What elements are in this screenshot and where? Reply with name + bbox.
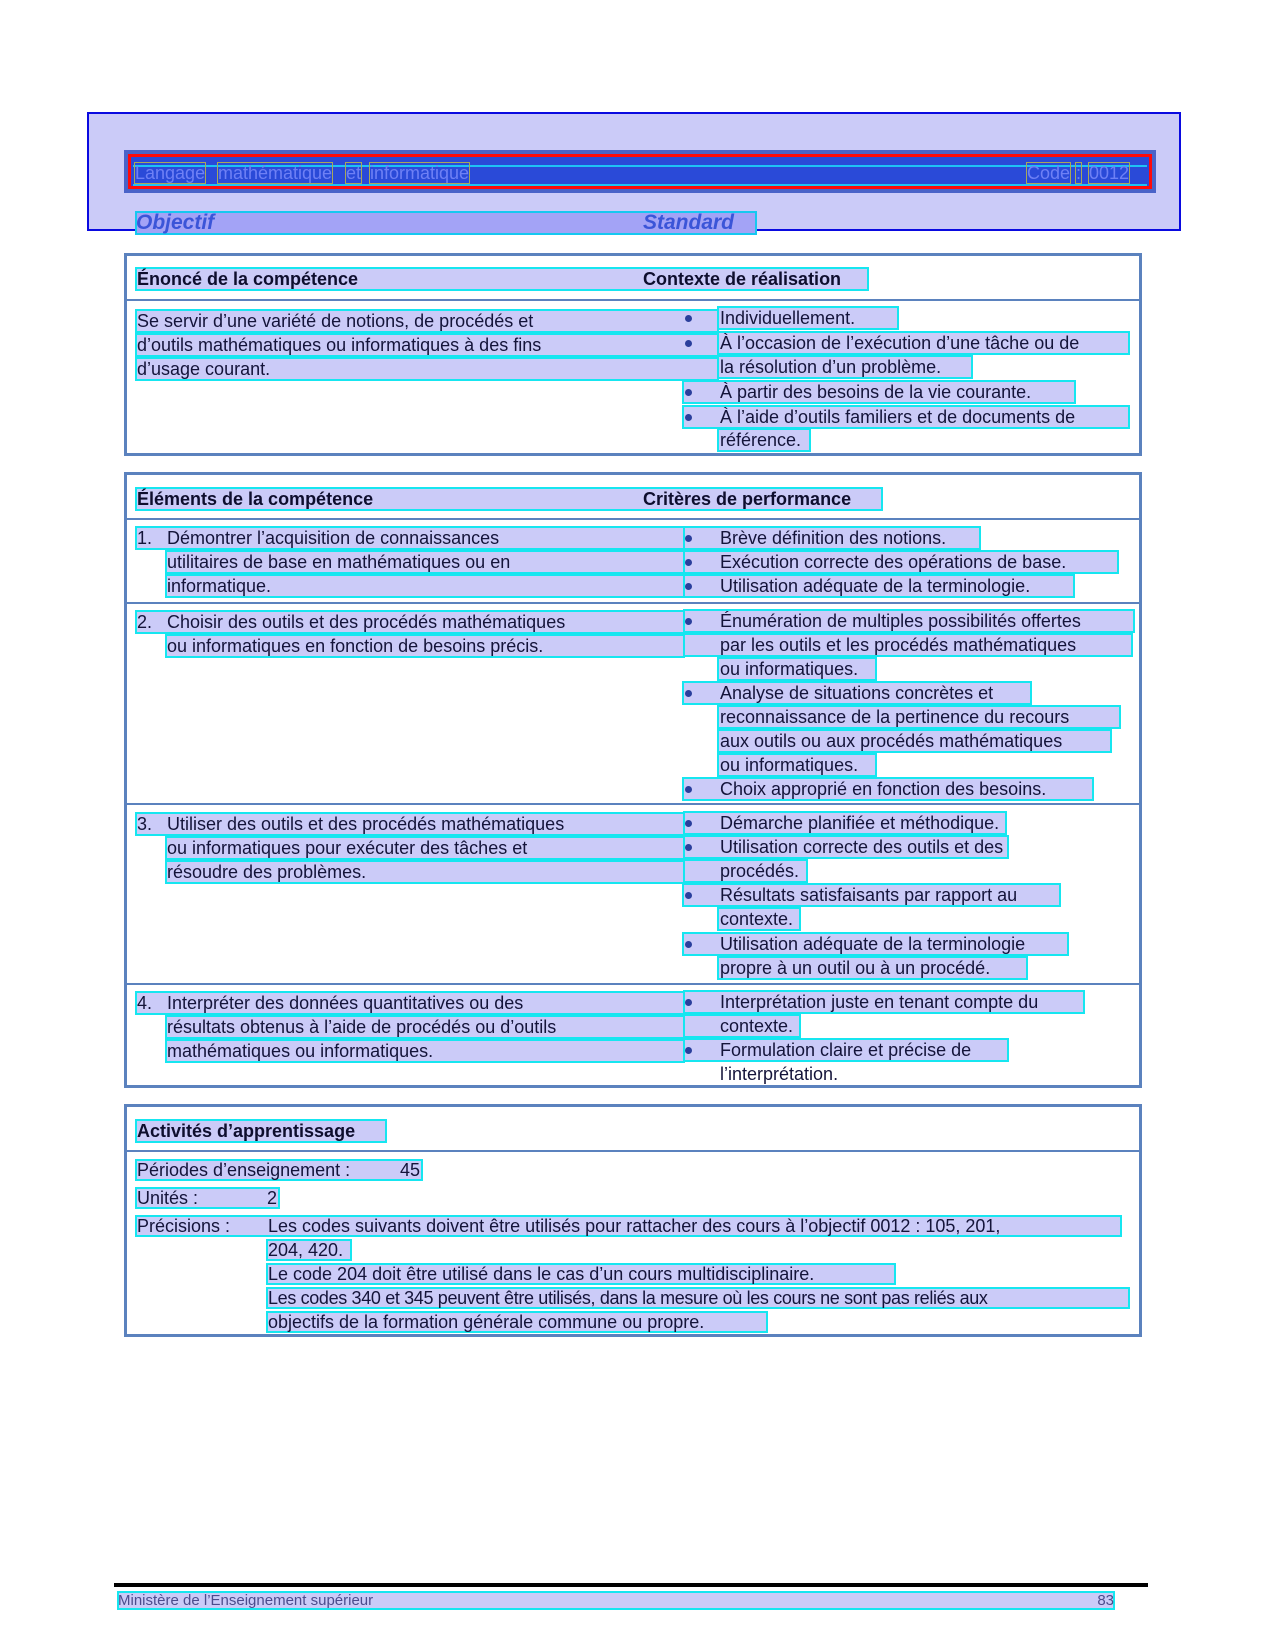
criterion-continued: reconnaissance de la pertinence du recours [720,707,1070,727]
standard-label: Standard [643,211,735,234]
element-line: mathématiques ou informatiques. [167,1041,434,1061]
criterion: Formulation claire et précise de [720,1040,972,1060]
context-item-continued: la résolution d’un problème. [720,357,942,377]
precisions-line: Le code 204 doit être utilisé dans le cas d’un cours multidisciplinaire. [268,1264,815,1284]
criterion-continued: propre à un outil ou à un procédé. [720,958,991,978]
title-word: informatique [370,163,470,183]
criterion: Analyse de situations concrètes et [720,683,994,703]
activites-header-row [127,1107,1139,1152]
criterion: Choix approprié en fonction des besoins. [720,779,1047,799]
criterion: Interprétation juste en tenant compte du [720,992,1039,1012]
bullet-icon [685,786,692,793]
element-line: utilitaires de base en mathématiques ou en [167,552,511,572]
element-line: Utiliser des outils et des procédés mathématiques [167,814,565,834]
objective-title-bar [124,150,1156,193]
element-line: ou informatiques en fonction de besoins précis. [167,636,544,656]
bullet-icon [685,690,692,697]
criterion-continued: aux outils ou aux procédés mathématiques [720,731,1063,751]
periodes-label: Périodes d’enseignement : [137,1160,351,1180]
element-line: résultats obtenus à l’aide de procédés ou d’outils [167,1017,557,1037]
precisions-label: Précisions : [137,1216,231,1236]
bullet-icon [685,535,692,542]
bullet-icon [685,1047,692,1054]
periodes-value: 45 [400,1160,421,1180]
element-line: Interpréter des données quantitatives ou des [167,993,524,1013]
title-word: et [346,163,362,183]
context-item-continued: référence. [720,430,802,450]
criterion-continued: par les outils et les procédés mathématiques [720,635,1077,655]
elements-box [124,472,1142,1088]
footer [118,1592,1114,1609]
row-divider [127,803,1139,805]
title-word: mathématique [218,163,333,183]
code-separator: : [1076,163,1082,183]
bullet-icon [685,583,692,590]
row-divider [127,983,1139,985]
bullet-icon [685,820,692,827]
bullet-icon [685,892,692,899]
precisions-line: Les codes 340 et 345 peuvent être utilisés, dans la mesure où les cours ne sont pas reliés aux [268,1288,988,1308]
bullet-icon [685,999,692,1006]
context-item: À l’occasion de l’exécution d’une tâche ou de [720,333,1080,353]
criterion: Brève définition des notions. [720,528,947,548]
criterion: Exécution correcte des opérations de base. [720,552,1067,572]
bullet-icon [685,340,692,347]
elements-header-row [127,475,1139,520]
criterion-continued: contexte. [720,1016,794,1036]
element-number: 4. [137,993,153,1013]
criterion: Résultats satisfaisants par rapport au [720,885,1018,905]
element-line: résoudre des problèmes. [167,862,367,882]
enonce-header: Énoncé de la compétence [137,269,359,289]
bullet-icon [685,941,692,948]
enonce-box [124,253,1142,456]
element-line: informatique. [167,576,272,596]
element-line: Choisir des outils et des procédés mathématiques [167,612,566,632]
bullet-icon [685,414,692,421]
criterion-continued: l’interprétation. [720,1064,839,1084]
title-frame [128,154,1152,189]
footer-ministry: Ministère de l’Enseignement supérieur [118,1592,374,1609]
element-line: Démontrer l’acquisition de connaissances [167,528,500,548]
element-number: 2. [137,612,153,632]
enonce-line: d’usage courant. [137,359,271,379]
criterion-continued: contexte. [720,909,794,929]
context-item: Individuellement. [720,308,856,328]
criteres-header: Critères de performance [643,489,852,509]
element-number: 3. [137,814,153,834]
objectif-standard-row [136,212,756,234]
element-number: 1. [137,528,153,548]
activites-box [124,1104,1142,1337]
enonce-header-row [127,256,1139,301]
unites-value: 2 [267,1188,278,1208]
elements-header: Éléments de la compétence [137,489,374,509]
unites-label: Unités : [137,1188,199,1208]
bullet-icon [685,844,692,851]
criterion: Utilisation correcte des outils et des [720,837,1004,857]
code-value: 0012 [1089,163,1130,183]
contexte-header: Contexte de réalisation [643,269,842,289]
title-word: Langage [135,163,206,183]
page-number: 83 [1097,1592,1114,1609]
bullet-icon [685,315,692,322]
bullet-icon [685,618,692,625]
criterion-continued: procédés. [720,861,800,881]
footer-rule [114,1583,1148,1587]
objectif-label: Objectif [136,211,215,234]
context-item: À l’aide d’outils familiers et de documents de [720,407,1076,427]
precisions-line: objectifs de la formation générale commune ou propre. [268,1312,705,1332]
bullet-icon [685,559,692,566]
context-item: À partir des besoins de la vie courante. [720,382,1032,402]
criterion-continued: ou informatiques. [720,755,859,775]
criterion: Utilisation adéquate de la terminologie [720,934,1026,954]
precisions-line: 204, 420. [268,1240,344,1260]
element-line: ou informatiques pour exécuter des tâches et [167,838,528,858]
enonce-line: d’outils mathématiques ou informatiques à des fins [137,335,542,355]
bullet-icon [685,389,692,396]
precisions-line: Les codes suivants doivent être utilisés pour rattacher des cours à l’objectif 0012 : 105, 201, [268,1216,1001,1236]
criterion: Démarche planifiée et méthodique. [720,813,1000,833]
criterion-continued: ou informatiques. [720,659,859,679]
code-label: Code [1027,163,1071,183]
criterion: Énumération de multiples possibilités offertes [720,611,1081,631]
enonce-line: Se servir d’une variété de notions, de procédés et [137,311,534,331]
criterion: Utilisation adéquate de la terminologie. [720,576,1031,596]
row-divider [127,602,1139,604]
activites-header: Activités d’apprentissage [137,1121,356,1141]
